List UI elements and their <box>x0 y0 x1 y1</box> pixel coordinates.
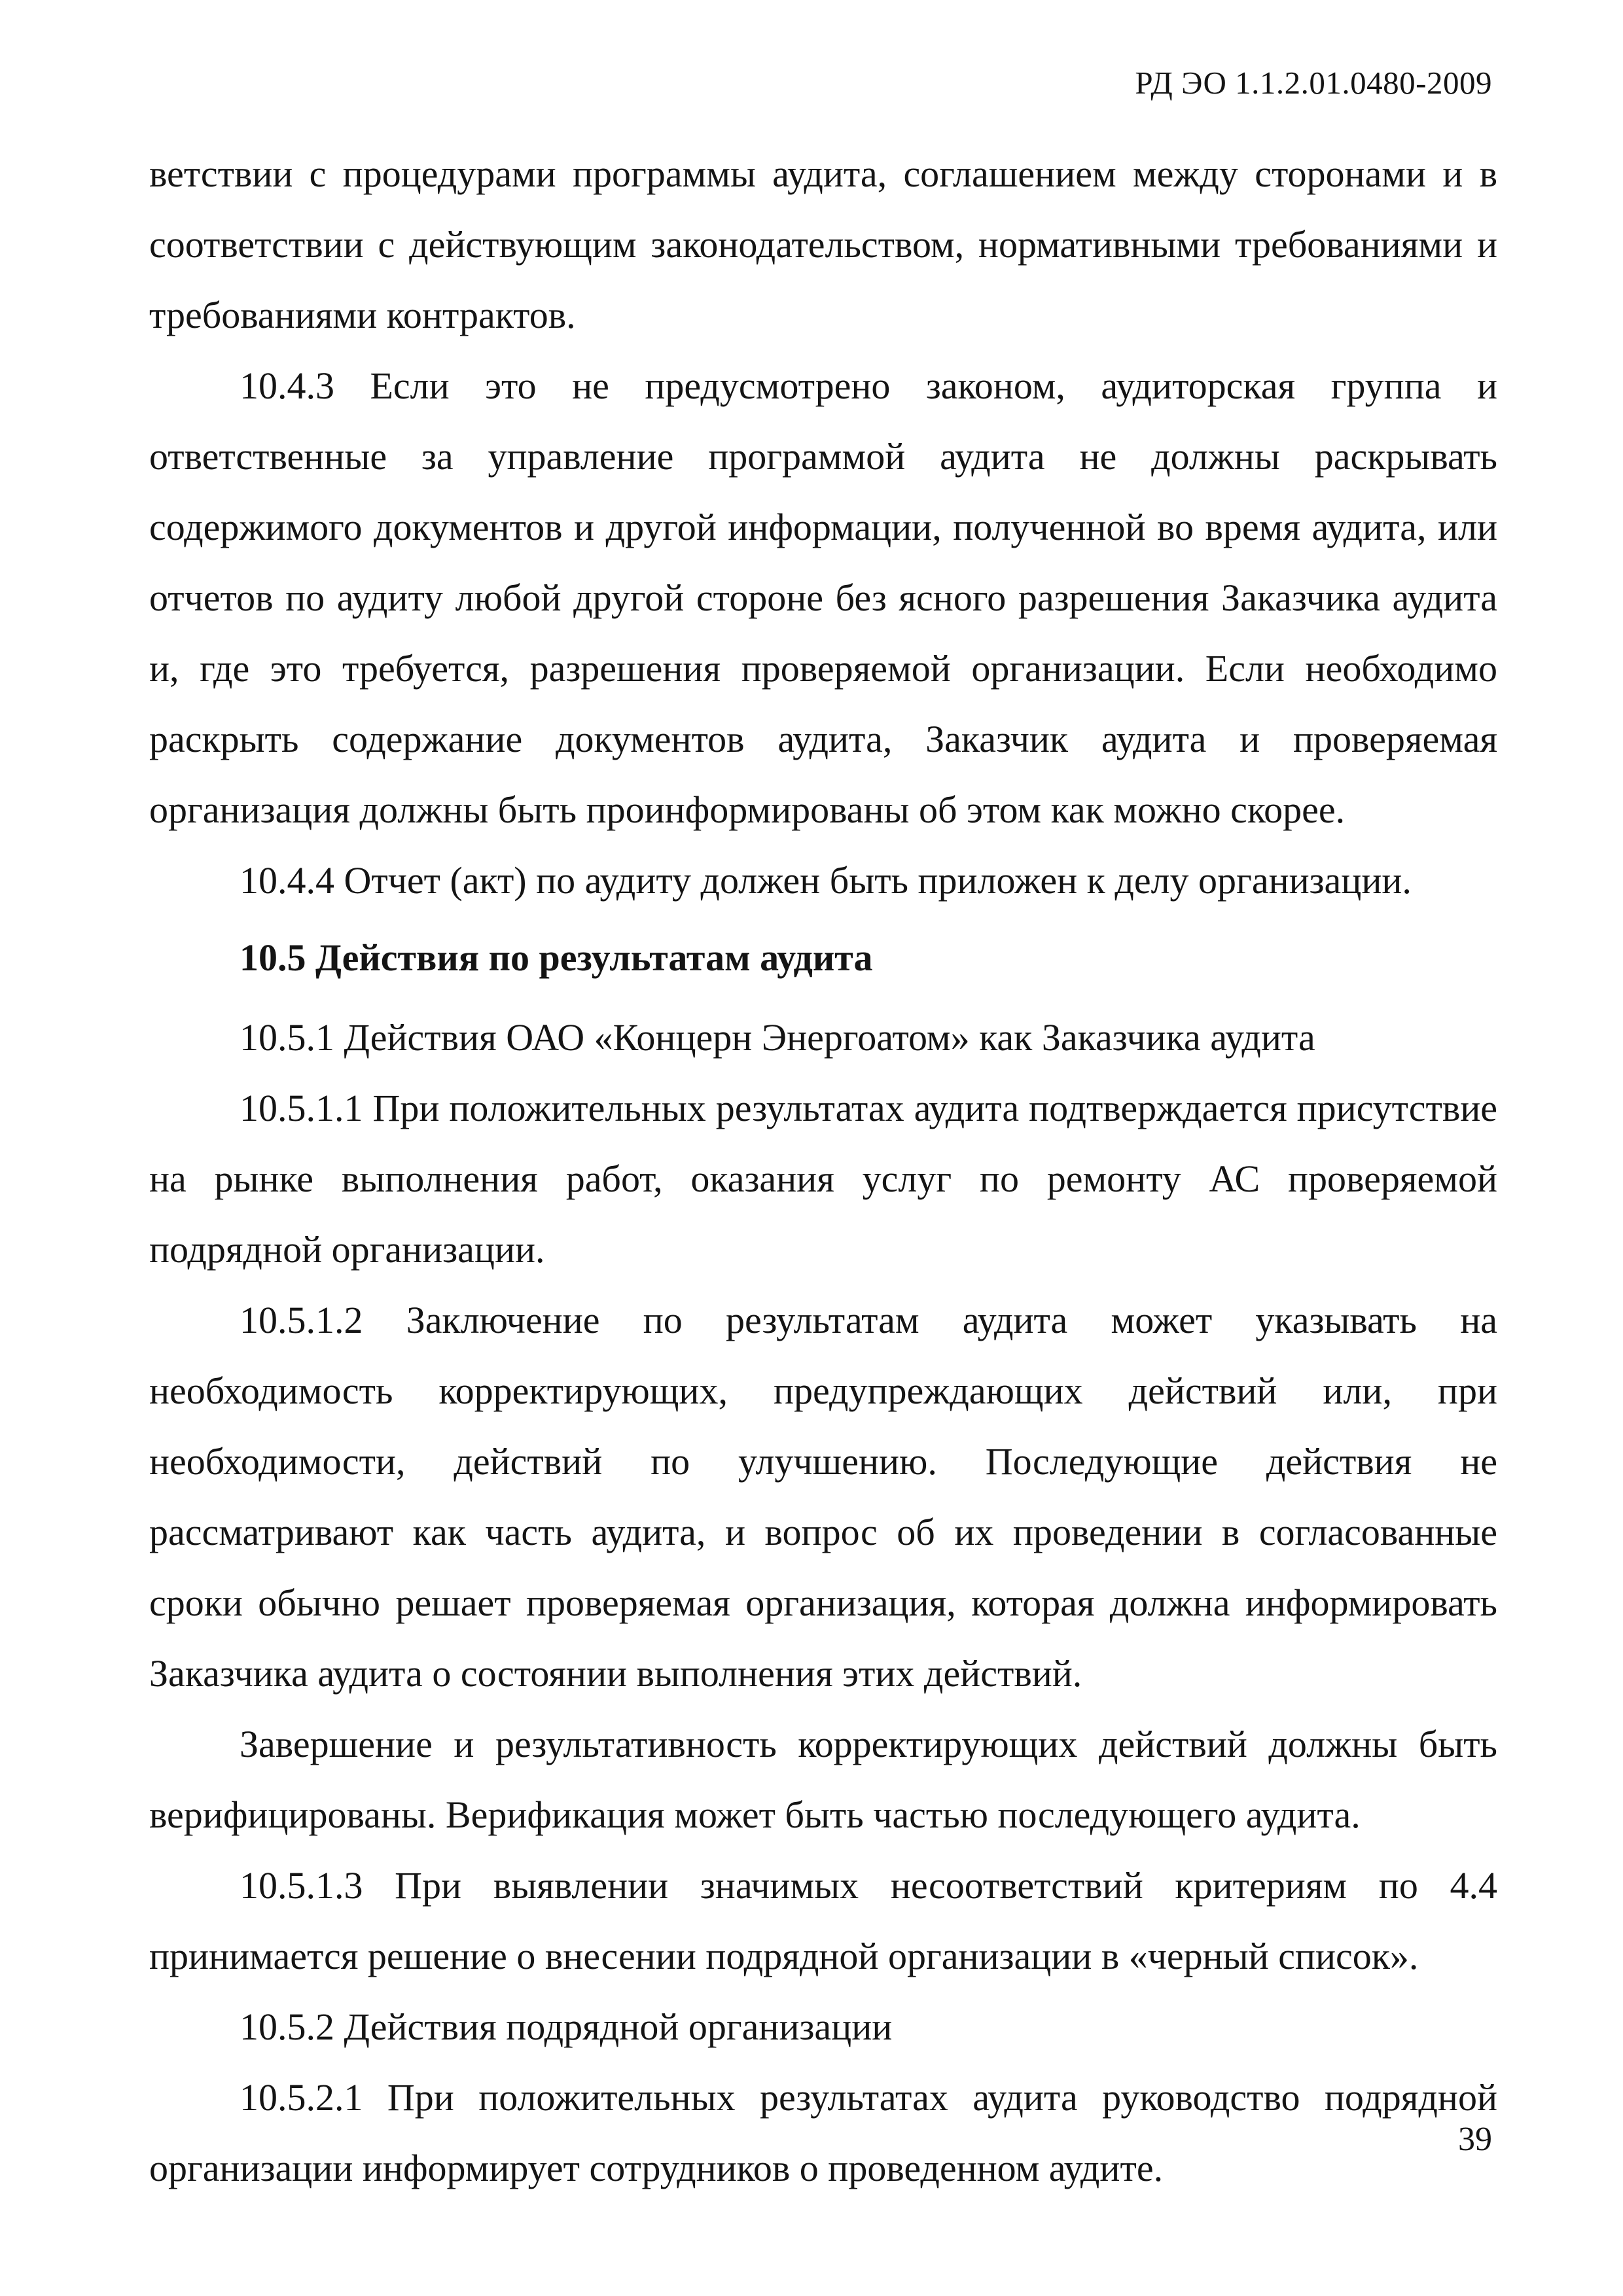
section-heading-10-5: 10.5 Действия по результатам аудита <box>240 936 873 979</box>
document-body <box>149 139 1497 2204</box>
paragraph-10-5-1-1: 10.5.1.1 При положительных результатах аудита подтверждается присутствие на рынке выполнения работ, оказания услуг по ремонту АС проверяемой подрядной организации. <box>149 1087 1497 1271</box>
paragraph-10-4-3: 10.4.3 Если это не предусмотрено законом, аудиторская группа и ответственные за управление программой аудита не должны раскрывать содержимого документов и другой информации, полученной во время аудита, или отчетов по аудиту любой другой стороне без ясного разрешения Заказчика аудита и, где это требуется, разрешения проверяемой организации. Если необходимо раскрыть содержание документов аудита, Заказчик аудита и проверяемая организация должны быть проинформированы об этом как можно скорее. <box>149 364 1497 831</box>
paragraph-10-5-1: 10.5.1 Действия ОАО «Концерн Энергоатом» как Заказчика аудита <box>240 1016 1315 1059</box>
paragraph-continuation: ветствии с процедурами программы аудита, соглашением между сторонами и в соответствии с действующим законодательством, нормативными требованиями и требованиями контрактов. <box>149 152 1497 336</box>
paragraph-10-5-1-3: 10.5.1.3 При выявлении значимых несоответствий критериям по 4.4 принимается решение о внесении подрядной организации в «черный список». <box>149 1864 1497 1977</box>
paragraph-10-4-4: 10.4.4 Отчет (акт) по аудиту должен быть приложен к делу организации. <box>240 859 1412 902</box>
paragraph-10-5-2: 10.5.2 Действия подрядной организации <box>240 2005 893 2048</box>
page-number: 39 <box>1458 2121 1492 2158</box>
paragraph-10-5-1-2: 10.5.1.2 Заключение по результатам аудита может указывать на необходимость корректирующих, предупреждающих действий или, при необходимости, действий по улучшению. Последующие действия не рассматривают как часть аудита, и вопрос об их проведении в согласованные сроки обычно решает проверяемая организация, которая должна информировать Заказчика аудита о состоянии выполнения этих действий. <box>149 1299 1497 1695</box>
document-code: РД ЭО 1.1.2.01.0480-2009 <box>1135 65 1492 101</box>
paragraph-verification: Завершение и результативность корректирующих действий должны быть верифицированы. Верификация может быть частью последующего аудита. <box>149 1723 1497 1836</box>
paragraph-10-5-2-1: 10.5.2.1 При положительных результатах аудита руководство подрядной организации информирует сотрудников о проведенном аудите. <box>149 2076 1497 2189</box>
